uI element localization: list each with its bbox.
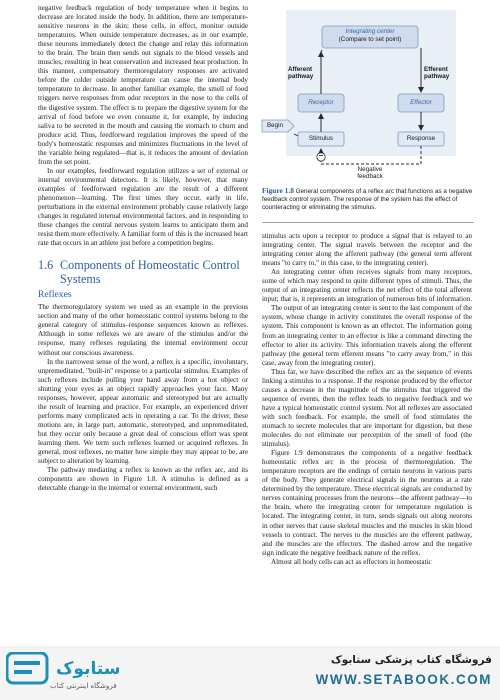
paragraph: The thermoregulatory system we used as an example in the previous section and many of the other homeostatic control systems belong to the general category of stimulus–response sequences known as reflexes. Although in some reflexes we are aware of the stimulus and/or the response, many reflexes regulating the internal environment occur without our conscious awareness. <box>38 303 248 357</box>
afferent-pathway-label: Afferent pathway <box>288 66 314 81</box>
right-text-column <box>262 232 472 567</box>
store-name: فروشگاه کتاب پزشکی ستابوک <box>330 654 492 666</box>
caption-text: General components of a reflex arc that functions as a negative feedback control system. The response of the system has the effect of counteracting or eliminating the stimulus. <box>262 188 473 211</box>
paragraph: An integrating center often receives signals from many receptors, some of which may respond to quite different types of stimuli. Thus, the output of an integrating center reflects the net effect of the total afferent input; that is, it represents an integration of numerous bits of information. <box>262 268 473 304</box>
section-heading <box>38 258 248 286</box>
logo-text: ستابوک <box>56 659 121 679</box>
logo-tagline: فروشگاه اینترنتی کتاب <box>50 682 117 690</box>
paragraph: stimulus acts upon a receptor to produce a signal that is relayed to an integrating center. The signal travels between the receptor and the integrating center along the afferent pathway (the general term afferent means "to carry to," in this case, to the integrating center). <box>262 232 472 268</box>
paragraph: Figure 1.9 demonstrates the components of a negative feedback homeostatic reflex arc in the process of thermoregulation. The temperature receptors are the endings of certain neurons in various parts of the body. They generate electrical signals in the neurons at a rate determined by the temperature. These electrical signals are conducted by nerves containing processes from the neurons—the afferent pathway—to the brain, where the integrating center for temperature regulation is located. The integrating center, in turn, sends signals out along neurons in other nerves that cause skeletal muscles and the muscles in skin blood vessels to contract. The nerves to the muscles are the efferent pathway, and the muscles are the effectors. The dashed arrow and the negative sign indicate the negative feedback nature of the reflex. <box>262 449 472 557</box>
caption-number: Figure 1.8 <box>262 186 294 195</box>
left-text-column <box>38 4 248 493</box>
negative-feedback-label: Negative feedback <box>357 166 383 181</box>
paragraph: In our examples, feedforward regulation utilizes a set of external or internal environmental detectors. It is likely, however, that many examples of feedforward regulation are the result of a different phenomenon—learning. The first times they occur, early in life, perturbations in the external environment probably cause relatively large changes in regulated internal environmental factors, and in responding to these changes the central nervous system learns to anticipate them and resist them more effectively. A familiar form of this is the increased heart rate that occurs in an athlete just before a competition begins. <box>38 166 248 248</box>
setabook-logo <box>6 652 126 694</box>
stimulus-label: Stimulus <box>308 135 334 142</box>
store-url-link[interactable]: WWW.SETABOOK.COM <box>315 672 492 687</box>
section-number: 1.6 <box>38 258 54 273</box>
receptor-label: Receptor <box>308 99 334 106</box>
paragraph: Thus far, we have described the reflex arc as the sequence of events linking a stimulus to a response. If the response produced by the effector causes a decrease in the magnitude of the stimulus that triggered the sequence of events, then the reflex leads to negative feedback and we have a typical homeostatic control system. Not all reflexes are associated with such feedback. For example, the smell of food stimulates the stomach to secrete molecules that are important for digestion, but these molecules do not eliminate our perception of the smell of food (the stimulus). <box>262 367 472 449</box>
paragraph: negative feedback regulation of body temperature when it begins to decrease are located inside the body. In addition, there are temperature-sensitive neurons in the skin; these cells, in effect, monitor outside temperatures. When outside temperature decreases, as in our example, these neurons immediately detect the change and relay this information to the brain. The brain then sends out signals to the blood vessels and muscles, resulting in heat conservation and increased heat production. In this manner, compensatory thermoregulatory responses are activated before the colder outside temperature can cause the internal body temperature to decrease. In another familiar example, the smell of food triggers nerve responses from odor receptors in the nose to the cells of the digestive system. The effect is to prepare the digestive system for the arrival of food before we even consume it, for example, by inducing saliva to be secreted in the mouth and causing the stomach to churn and produce acid. Thus, feedforward regulation improves the speed of the body's homeostatic responses and minimizes fluctuations in the level of the variable being regulated—that is, it reduces the amount of deviation from the set point. <box>38 4 248 166</box>
caption-divider <box>262 222 474 223</box>
reflex-arc-figure <box>258 8 480 186</box>
response-label: Response <box>406 135 436 142</box>
begin-label: Begin <box>266 122 284 129</box>
integrating-center-label: Integrating center <box>345 28 395 35</box>
paragraph: The output of an integrating center is sent to the last component of the system, whose change in activity constitutes the overall response of the system. This component is known as an effector. The information going from an integrating center to an effector is like a command directing the effector to alter its activity. This information travels along the efferent pathway (the general term efferent means "to carry away from," in this case, away from the integrating center). <box>262 304 472 367</box>
integrating-center-sublabel: (Compare to set point) <box>338 36 402 43</box>
effector-label: Effector <box>410 99 432 106</box>
section-title: Components of Homeostatic Control Systems <box>60 258 240 287</box>
paragraph: The pathway mediating a reflex is known as the reflex arc, and its components are shown in Figure 1.8. A stimulus is defined as a detectable change in the internal or external environment, such <box>38 466 248 493</box>
efferent-pathway-label: Efferent pathway <box>424 66 450 81</box>
minus-sign: − <box>318 151 324 160</box>
paragraph: Almost all body cells can act as effectors in homeostatic <box>271 557 432 566</box>
figure-caption <box>262 187 474 212</box>
paragraph: In the narrowest sense of the word, a reflex is a specific, involuntary, unpremeditated, "built-in" response to a particular stimulus. Examples of such reflexes include pulling your hand away from a hot object or shutting your eyes as an object rapidly approaches your face. Many responses, however, appear automatic and stereotyped but are actually the result of learning and practice. For example, an experienced driver performs many complicated acts in operating a car. To the driver, these motions are, in large part, automatic, stereotyped, and unpremeditated, but they occur only because a great deal of conscious effort was spent learning them. We term such reflexes learned or acquired reflexes. In general, most reflexes, no matter how simple they may appear to be, are subject to alteration by learning. <box>38 357 248 466</box>
subsection-heading: Reflexes <box>38 289 72 301</box>
